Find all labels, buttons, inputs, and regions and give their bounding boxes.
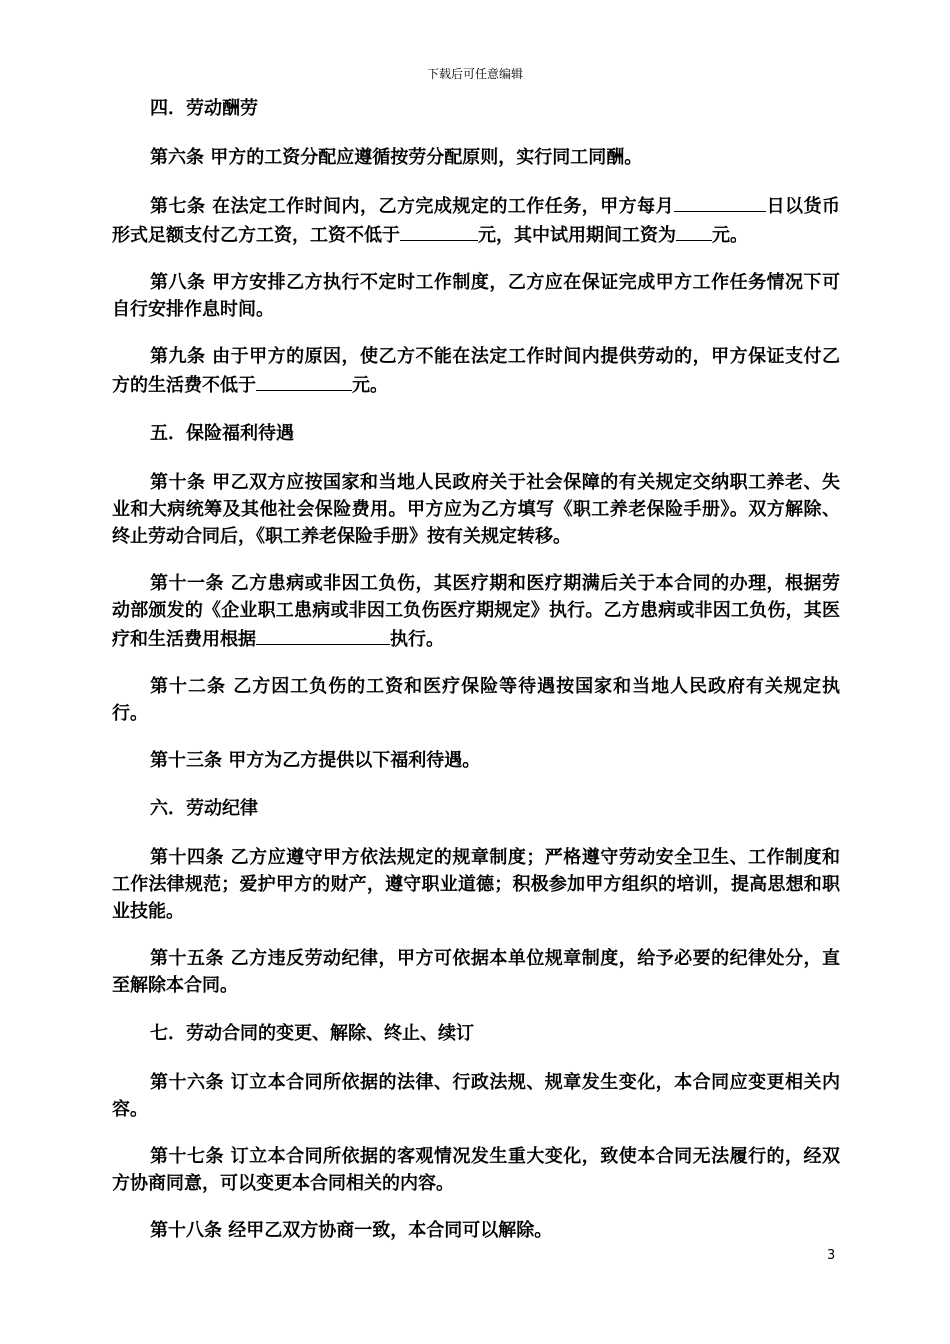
blank-medical-basis[interactable] xyxy=(256,624,390,645)
blank-probation-wage[interactable] xyxy=(676,220,712,241)
article-8: 第八条 甲方安排乙方执行不定时工作制度，乙方应在保证完成甲方工作任务情况下可自行安排作息时间。 xyxy=(112,272,840,320)
section-heading-5: 五．保险福利待遇 xyxy=(150,423,294,444)
blank-min-wage[interactable] xyxy=(400,220,478,241)
blank-living-allowance[interactable] xyxy=(256,370,352,391)
article-11 xyxy=(112,570,840,653)
article-15: 第十五条 乙方违反劳动纪律，甲方可依据本单位规章制度，给予必要的纪律处分，直至解除本合同。 xyxy=(112,948,840,996)
article-7-text-1: 第七条 在法定工作时间内，乙方完成规定的工作任务，甲方每月 xyxy=(150,196,675,217)
section-heading-4: 四．劳动酬劳 xyxy=(150,98,258,119)
page-number: 3 xyxy=(827,1248,836,1263)
article-9-text-2: 元。 xyxy=(352,375,388,396)
section-heading-6: 六．劳动纪律 xyxy=(150,798,258,819)
article-12: 第十二条 乙方因工负伤的工资和医疗保险等待遇按国家和当地人民政府有关规定执行。 xyxy=(112,676,840,724)
article-9-text-1: 第九条 由于甲方的原因，使乙方不能在法定工作时间内提供劳动的，甲方保证支付乙方的生活费不低于 xyxy=(112,346,840,396)
section-heading-7: 七．劳动合同的变更、解除、终止、续订 xyxy=(150,1023,474,1044)
article-14: 第十四条 乙方应遵守甲方依法规定的规章制度；严格遵守劳动安全卫生、工作制度和工作法律规范；爱护甲方的财产，遵守职业道德；积极参加甲方组织的培训，提高思想和职业技能。 xyxy=(112,847,840,922)
article-13: 第十三条 甲方为乙方提供以下福利待遇。 xyxy=(150,750,481,771)
article-7-text-4: 元。 xyxy=(712,225,748,246)
article-9 xyxy=(112,343,840,399)
document-body xyxy=(112,94,840,1264)
article-11-text-2: 执行。 xyxy=(390,629,444,650)
article-7 xyxy=(112,191,840,249)
article-7-text-3: 元，其中试用期间工资为 xyxy=(478,225,676,246)
article-18: 第十八条 经甲乙双方协商一致，本合同可以解除。 xyxy=(150,1220,553,1241)
article-10: 第十条 甲乙双方应按国家和当地人民政府关于社会保障的有关规定交纳职工养老、失业和大病统筹及其他社会保险费用。甲方应为乙方填写《职工养老保险手册》。双方解除、终止劳动合同后，《职工养老保险手册》按有关规定转移。 xyxy=(112,472,840,547)
article-11-text-1: 第十一条 乙方患病或非因工负伤，其医疗期和医疗期满后关于本合同的办理，根据劳动部颁发的《企业职工患病或非因工负伤医疗期规定》执行。乙方患病或非因工负伤，其医疗和生活费用根据 xyxy=(112,573,840,650)
article-7-text-2: 日以货币形式足额支付乙方工资，工资不低于 xyxy=(112,196,841,246)
article-17: 第十七条 订立本合同所依据的客观情况发生重大变化，致使本合同无法履行的，经双方协商同意，可以变更本合同相关的内容。 xyxy=(112,1146,840,1194)
article-16: 第十六条 订立本合同所依据的法律、行政法规、规章发生变化，本合同应变更相关内容。 xyxy=(112,1072,840,1120)
header-note: 下载后可任意编辑 xyxy=(426,67,523,81)
article-6: 第六条 甲方的工资分配应遵循按劳分配原则，实行同工同酬。 xyxy=(150,147,643,168)
blank-pay-day[interactable] xyxy=(674,191,766,212)
